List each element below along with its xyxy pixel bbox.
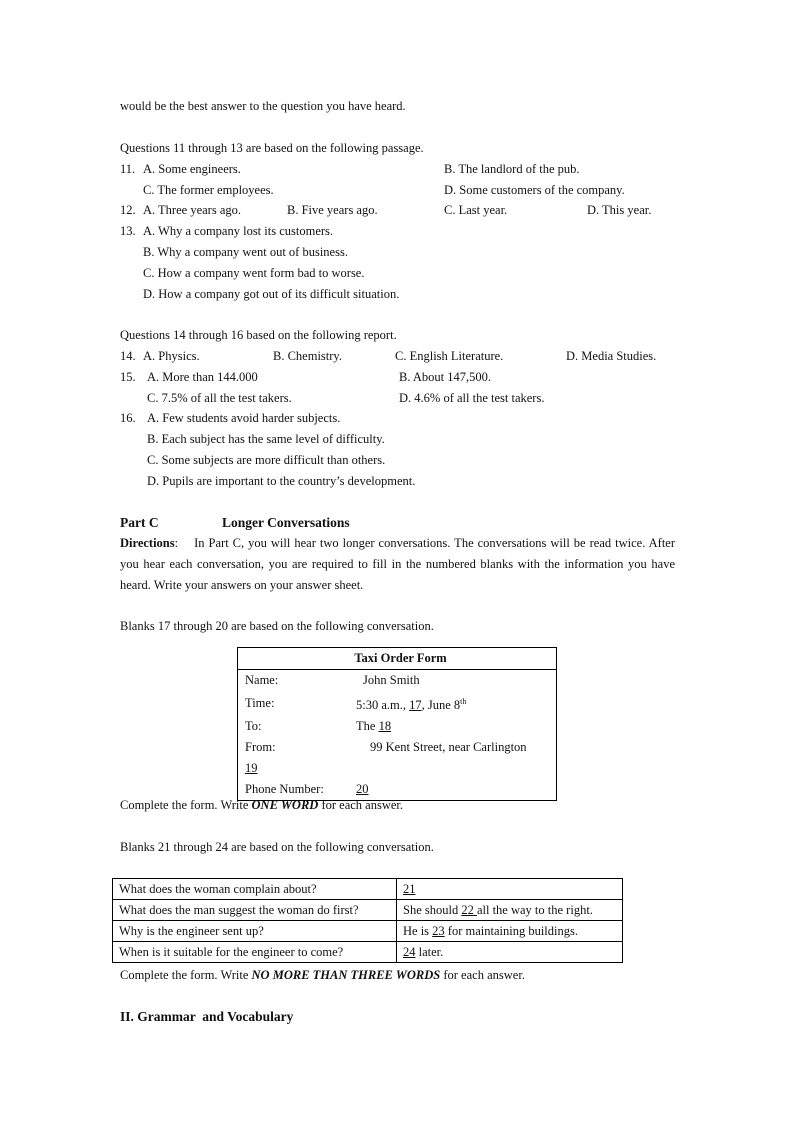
table-row [113, 921, 623, 942]
conv-note-suffix: for each answer. [440, 968, 525, 982]
q14-option-b: B. Chemistry. [273, 349, 342, 363]
time-label: Time: [245, 696, 275, 711]
row1-question: What does the woman complain about? [113, 879, 397, 900]
q11-option-b: B. The landlord of the pub. [444, 162, 580, 176]
q11-option-c: C. The former employees. [143, 183, 274, 197]
q16-option-b: B. Each subject has the same level of difficulty. [147, 432, 385, 446]
conv-note-prefix: Complete the form. Write [120, 968, 252, 982]
q11-number: 11. [120, 162, 136, 176]
q13-option-d: D. How a company got out of its difficult situation. [143, 287, 400, 301]
time-date: , June 8 [421, 698, 461, 713]
q15-option-a: A. More than 144.000 [147, 370, 258, 384]
q15-option-c: C. 7.5% of all the test takers. [147, 391, 292, 405]
taxi-note-prefix: Complete the form. Write [120, 798, 252, 812]
blank-20: 20 [356, 782, 369, 797]
questions-11-13-heading: Questions 11 through 13 are based on the following passage. [120, 141, 424, 155]
blank-23: 23 [432, 924, 445, 938]
row3-question: Why is the engineer sent up? [113, 921, 397, 942]
row2-prefix: She should [403, 903, 462, 917]
row2-answer [397, 900, 623, 921]
q16-option-d: D. Pupils are important to the country’s development. [147, 474, 416, 488]
row3-prefix: He is [403, 924, 433, 938]
q16-option-c: C. Some subjects are more difficult than others. [147, 453, 386, 467]
from-blank-row [238, 758, 557, 779]
q12-option-d: D. This year. [587, 203, 652, 217]
phone-label: Phone Number: [245, 782, 324, 797]
to-label: To: [245, 719, 262, 734]
q12-option-c: C. Last year. [444, 203, 508, 217]
table-row [113, 879, 623, 900]
q15-option-d: D. 4.6% of all the test takers. [399, 391, 545, 405]
from-value: 99 Kent Street, near Carlington [370, 740, 527, 755]
directions-separator: : [174, 536, 179, 550]
questions-14-16-heading: Questions 14 through 16 based on the following report. [120, 328, 397, 342]
time-date-suffix: th [460, 697, 467, 706]
row4-question: When is it suitable for the engineer to come? [113, 942, 397, 963]
part-c-directions [120, 533, 675, 595]
row3-suffix: for maintaining buildings. [444, 924, 578, 938]
q15-number: 15. [120, 370, 136, 384]
row4-answer [397, 942, 623, 963]
name-label: Name: [245, 673, 279, 687]
q16-option-a: A. Few students avoid harder subjects. [147, 411, 341, 425]
q15-option-b: B. About 147,500. [399, 370, 492, 384]
q11-option-a: A. Some engineers. [143, 162, 241, 176]
blank-22: 22 [461, 903, 477, 917]
blank-19: 19 [245, 761, 258, 776]
q11-option-d: D. Some customers of the company. [444, 183, 625, 197]
time-value [349, 691, 557, 716]
q13-number: 13. [120, 224, 136, 238]
conversation-table [112, 878, 623, 963]
to-value [349, 716, 557, 737]
name-value: John Smith [363, 673, 420, 687]
row2-question: What does the man suggest the woman do first? [113, 900, 397, 921]
directions-text: In Part C, you will hear two longer conversations. The conversations will be read twice. After you hear each conversation, you are required to fill in the numbered blanks with the information you have heard. Write your answers on your answer sheet. [120, 536, 675, 592]
from-label: From: [245, 740, 276, 755]
taxi-note-emphasis: ONE WORD [251, 798, 319, 812]
q13-option-c: C. How a company went form bad to worse. [143, 266, 365, 280]
row2-suffix: all the way to the right. [476, 903, 593, 917]
taxi-order-form [237, 647, 557, 801]
directions-label: Directions [120, 536, 175, 550]
section-ii-heading: II. Grammar and Vocabulary [120, 1009, 294, 1024]
taxi-form-note [120, 797, 403, 813]
row4-suffix: later. [415, 945, 444, 959]
q14-number: 14. [120, 349, 136, 363]
part-c-title: Longer Conversations [222, 515, 350, 530]
q13-option-a: A. Why a company lost its customers. [143, 224, 334, 238]
row3-answer [397, 921, 623, 942]
q14-option-c: C. English Literature. [395, 349, 504, 363]
blanks-17-20-heading: Blanks 17 through 20 are based on the following conversation. [120, 619, 434, 633]
intro-line: would be the best answer to the question you have heard. [120, 99, 406, 113]
to-prefix: The [356, 719, 379, 734]
q16-number: 16. [120, 411, 136, 425]
row1-answer [397, 879, 623, 900]
blank-17: 17 [409, 698, 422, 713]
q13-option-b: B. Why a company went out of business. [143, 245, 348, 259]
blanks-21-24-heading: Blanks 21 through 24 are based on the following conversation. [120, 840, 434, 854]
taxi-form-title: Taxi Order Form [238, 648, 557, 670]
time-prefix: 5:30 a.m., [356, 698, 410, 713]
part-c-label: Part C [120, 515, 159, 530]
q12-option-b: B. Five years ago. [287, 203, 378, 217]
blank-18: 18 [378, 719, 392, 734]
conversation-table-note [120, 967, 525, 983]
conv-note-emphasis: NO MORE THAN THREE WORDS [251, 968, 441, 982]
taxi-note-suffix: for each answer. [318, 798, 404, 812]
q12-option-a: A. Three years ago. [143, 203, 241, 217]
q14-option-d: D. Media Studies. [566, 349, 657, 363]
table-row [113, 900, 623, 921]
q14-option-a: A. Physics. [143, 349, 200, 363]
blank-24: 24 [403, 945, 416, 959]
blank-21: 21 [403, 882, 416, 896]
table-row [113, 942, 623, 963]
q12-number: 12. [120, 203, 136, 217]
